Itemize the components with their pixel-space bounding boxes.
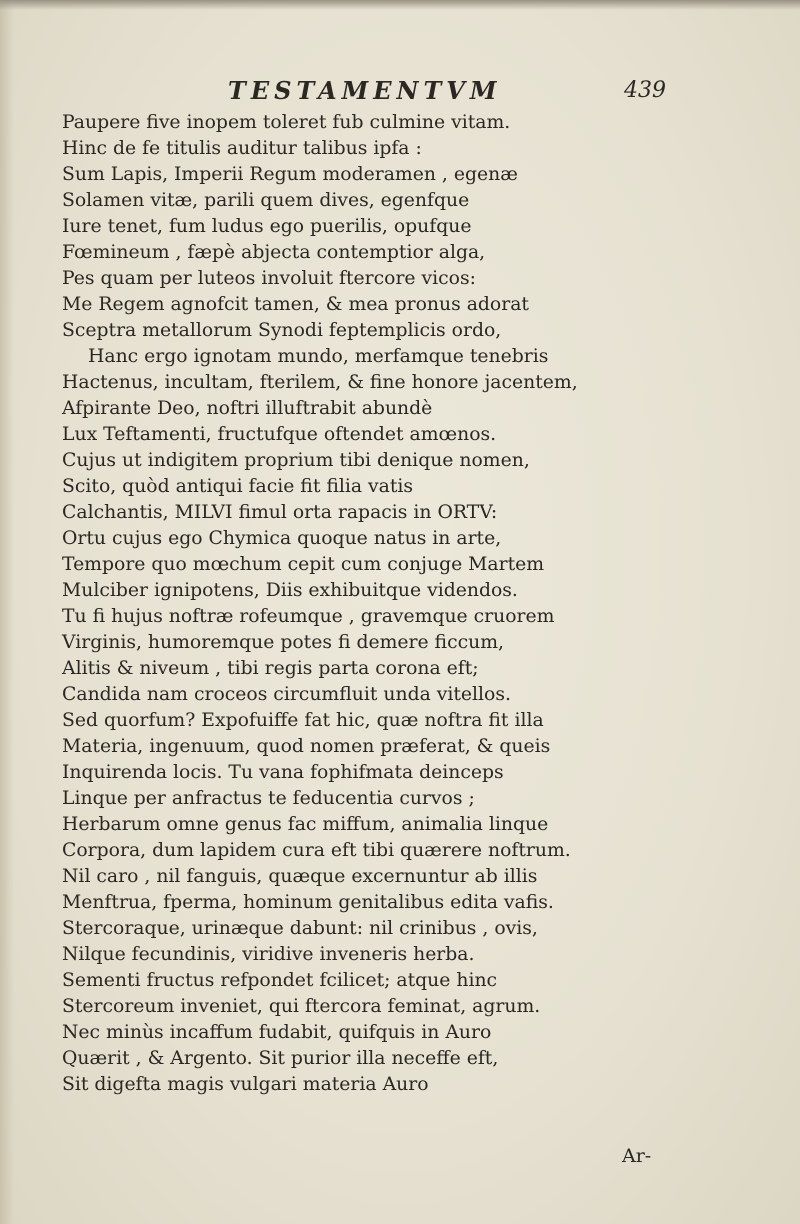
verse-line: Inquirenda locis. Tu vana fophifmata deinceps xyxy=(62,762,504,783)
page-number: 439 xyxy=(624,78,666,103)
verse-line: Linque per anfractus te feducentia curvos ; xyxy=(62,788,475,809)
verse-line: Tu fi hujus noftræ rofeumque , gravemque cruorem xyxy=(62,606,555,627)
running-head xyxy=(0,76,800,108)
verse-line: Hanc ergo ignotam mundo, merfamque tenebris xyxy=(88,346,549,367)
verse-line: Materia, ingenuum, quod nomen præferat, & queis xyxy=(62,736,551,757)
verse-line: Fœmineum , fæpè abjecta contemptior alga, xyxy=(62,242,486,263)
verse-line: Cujus ut indigitem proprium tibi denique nomen, xyxy=(62,450,530,471)
verse-line: Nilque fecundinis, viridive inveneris herba. xyxy=(62,944,475,965)
verse-line: Sum Lapis, Imperii Regum moderamen , egenæ xyxy=(62,164,518,185)
verse-line: Ortu cujus ego Chymica quoque natus in arte, xyxy=(62,528,502,549)
verse-line: Corpora, dum lapidem cura eft tibi quærere noftrum. xyxy=(62,840,571,861)
verse-line: Afpirante Deo, noftri illuftrabit abundè xyxy=(62,398,433,419)
verse-line: Nec minùs incaffum fudabit, quifquis in Auro xyxy=(62,1022,492,1043)
verse-line: Hinc de fe titulis auditur talibus ipfa : xyxy=(62,138,422,159)
running-title: TESTAMENTVM xyxy=(228,76,502,105)
verse-line: Iure tenet, fum ludus ego puerilis, opufque xyxy=(62,216,472,237)
page-top-edge xyxy=(0,0,800,10)
verse-line: Sementi fructus refpondet fcilicet; atque hinc xyxy=(62,970,498,991)
verse-line: Quærit , & Argento. Sit purior illa neceffe eft, xyxy=(62,1048,499,1069)
verse-line: Nil caro , nil fanguis, quæque excernuntur ab illis xyxy=(62,866,538,887)
verse-line: Hactenus, incultam, fterilem, & fine honore jacentem, xyxy=(62,372,578,393)
verse-line: Sed quorfum? Expofuiffe fat hic, quæ noftra fit illa xyxy=(62,710,544,731)
verse-line: Paupere five inopem toleret fub culmine vitam. xyxy=(62,112,511,133)
verse-line: Stercoreum inveniet, qui ftercora feminat, agrum. xyxy=(62,996,541,1017)
verse-line: Solamen vitæ, parili quem dives, egenfque xyxy=(62,190,470,211)
verse-line: Sceptra metallorum Synodi feptemplicis ordo, xyxy=(62,320,502,341)
verse-line: Virginis, humoremque potes fi demere ficcum, xyxy=(62,632,505,653)
verse-line: Candida nam croceos circumfluit unda vitellos. xyxy=(62,684,511,705)
verse-line: Me Regem agnofcit tamen, & mea pronus adorat xyxy=(62,294,529,315)
catchword: Ar- xyxy=(622,1145,652,1167)
verse-line: Tempore quo mœchum cepit cum conjuge Martem xyxy=(62,554,545,575)
page-left-edge xyxy=(0,0,14,1224)
verse-line: Menftrua, fperma, hominum genitalibus edita vafis. xyxy=(62,892,554,913)
verse-line: Mulciber ignipotens, Diis exhibuitque videndos. xyxy=(62,580,518,601)
verse-line: Lux Teftamenti, fructufque oftendet amœnos. xyxy=(62,424,497,445)
verse-line: Alitis & niveum , tibi regis parta corona eft; xyxy=(62,658,479,679)
verse-line: Sit digefta magis vulgari materia Auro xyxy=(62,1074,429,1095)
verse-line: Scito, quòd antiqui facie fit filia vatis xyxy=(62,476,414,497)
verse-line: Pes quam per luteos involuit ftercore vicos: xyxy=(62,268,476,289)
verse-line: Stercoraque, urinæque dabunt: nil crinibus , ovis, xyxy=(62,918,538,939)
verse-line: Herbarum omne genus fac miffum, animalia linque xyxy=(62,814,549,835)
verse-line: Calchantis, MILVI fimul orta rapacis in ORTV: xyxy=(62,502,498,523)
